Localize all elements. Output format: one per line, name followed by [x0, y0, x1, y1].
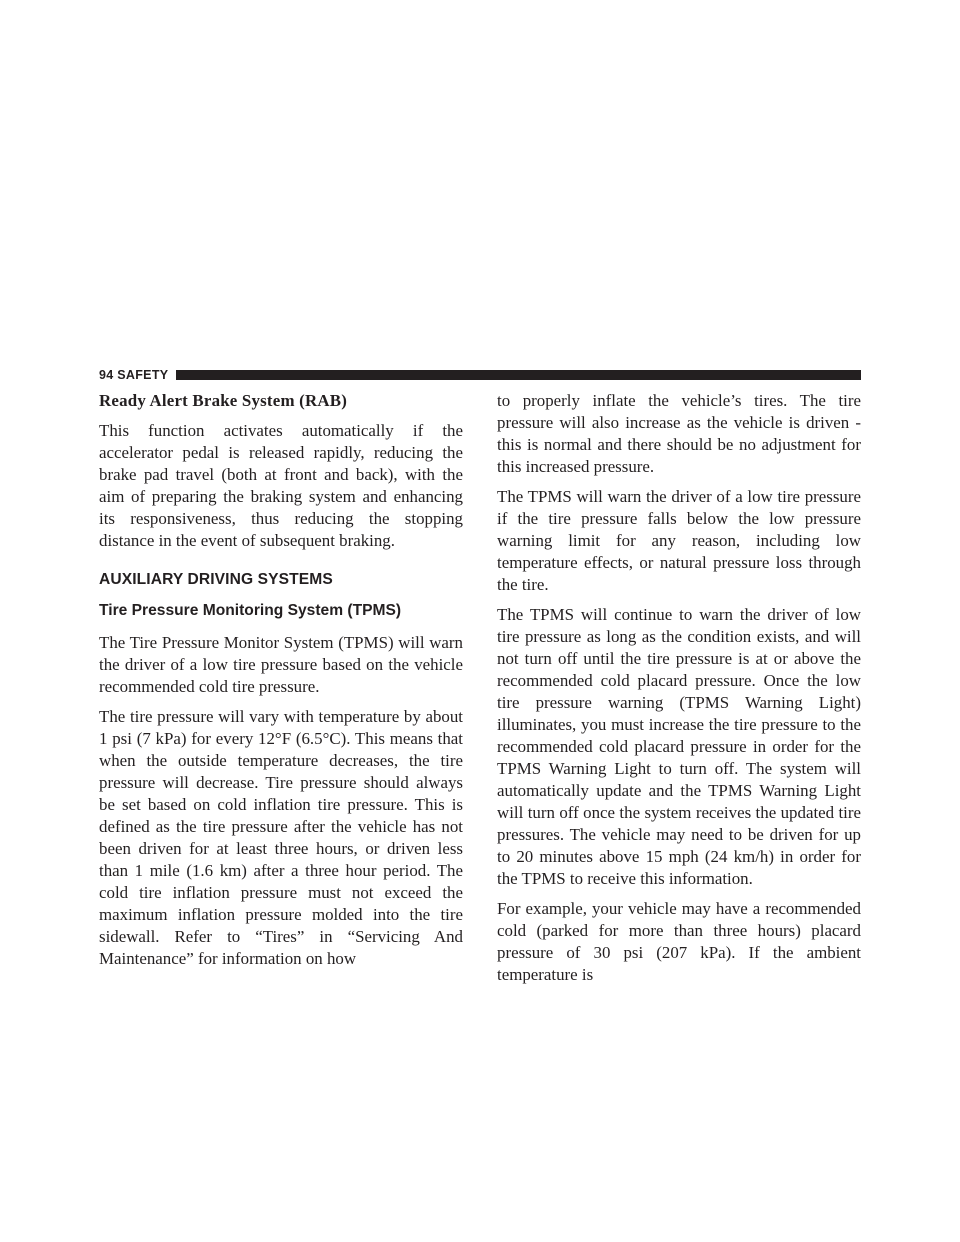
right-paragraph-1: to properly inflate the vehicle’s tires. The tire pressure will also increase as the vehicle is driven - this is normal and there should be no adjustment for this increased pressure.: [497, 391, 861, 476]
right-paragraph-3: The TPMS will continue to warn the driver of low tire pressure as long as the condition exists, and will not turn off until the tire pressure is at or above the recommended cold placard pressure. Once the low tire pressure warning (TPMS Warning Light) illuminates, you must increase the tire pressure to the recommended cold placard pressure in order for the TPMS Warning Light to turn off. The system will automatically update and the TPMS Warning Light will turn off once the system receives the updated tire pressures. The vehicle may need to be driven for up to 20 minutes above 15 mph (24 km/h) in order for the TPMS to receive this information.: [497, 605, 861, 888]
right-paragraph-4: For example, your vehicle may have a recommended cold (parked for more than three hours) placard pressure of 30 psi (207 kPa). If the ambient temperature is: [497, 899, 861, 984]
left-column: [99, 390, 463, 978]
rab-heading: Ready Alert Brake System (RAB): [99, 391, 348, 410]
right-column: [497, 390, 861, 994]
page-number-section-label: 94 SAFETY: [99, 368, 169, 382]
tpms-paragraph-2: The tire pressure will vary with temperature by about 1 psi (7 kPa) for every 12°F (6.5°C). This means that when the outside temperature decreases, the tire pressure will decrease. Tire pressure should always be set based on cold inflation tire pressure. This is defined as the tire pressure after the vehicle has not been driven for at least three hours, or driven less than 1 mile (1.6 km) after a three hour period. The cold tire inflation pressure must not exceed the maximum inflation pressure molded into the tire sidewall. Refer to “Tires” in “Servicing And Maintenance” for information on how: [99, 707, 463, 968]
right-paragraph-2: The TPMS will warn the driver of a low tire pressure if the tire pressure falls below the low pressure warning limit for any reason, including low temperature effects, or natural pressure loss through the tire.: [497, 487, 861, 594]
section-heading: AUXILIARY DRIVING SYSTEMS: [99, 571, 333, 588]
tpms-paragraph-1: The Tire Pressure Monitor System (TPMS) will warn the driver of a low tire pressure based on the vehicle recommended cold tire pressure.: [99, 633, 463, 696]
tpms-heading: Tire Pressure Monitoring System (TPMS): [99, 602, 402, 619]
header-rule: [176, 370, 861, 380]
page-header: [99, 367, 861, 383]
rab-paragraph: This function activates automatically if the accelerator pedal is released rapidly, reducing the brake pad travel (both at front and back), with the aim of preparing the braking system and enhancing its responsiveness, thus reducing the stopping distance in the event of subsequent braking.: [99, 421, 463, 550]
